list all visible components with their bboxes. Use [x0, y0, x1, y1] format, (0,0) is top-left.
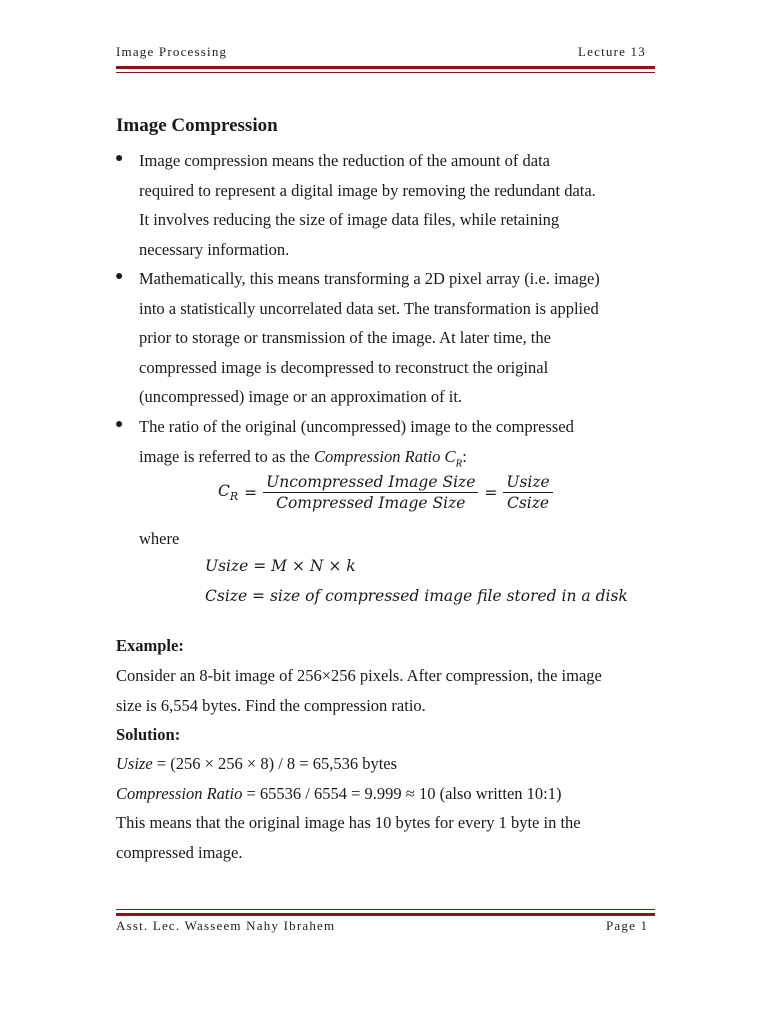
- text-line: prior to storage or transmission of the image. At later time, the: [139, 328, 551, 347]
- equals-sign: =: [244, 483, 258, 502]
- text-line: It involves reducing the size of image data files, while retaining: [139, 210, 560, 229]
- text-fragment: image is referred to as the: [139, 446, 315, 466]
- text-line: Image compression means the reduction of the amount of data: [139, 151, 550, 170]
- where-label: where: [139, 529, 180, 548]
- conclusion-text: [116, 808, 661, 867]
- usize-definition: Usize = M × N × k: [205, 557, 356, 575]
- text-line: (uncompressed) image or an approximation of it.: [139, 387, 463, 406]
- text-line: required to represent a digital image by removing the redundant data.: [139, 180, 596, 200]
- bullet-marker: ●: [115, 269, 124, 284]
- footer-page-number: Page 1: [606, 918, 649, 933]
- fraction-numerator: Uncompressed Image Size: [263, 473, 478, 493]
- compression-ratio-formula: [218, 473, 553, 512]
- text-line: compressed image.: [116, 842, 243, 862]
- bullet-1-text: [139, 146, 659, 264]
- fraction-sizes: [263, 473, 478, 512]
- fraction-short: [503, 473, 552, 512]
- fraction-denominator: Csize: [506, 494, 550, 512]
- ratio-value: = 65536 / 6554 = 9.999 ≈ 10 (also written 10:1): [242, 784, 562, 803]
- ratio-calculation: [116, 779, 562, 809]
- header-rule-thick: [116, 66, 655, 69]
- text-fragment: :: [462, 446, 467, 466]
- solution-heading: Solution:: [116, 725, 181, 744]
- text-line: necessary information.: [139, 239, 290, 259]
- compression-ratio-term: Compression Ratio C: [314, 446, 456, 466]
- usize-calculation: [116, 749, 397, 779]
- header-course-title: Image Processing: [116, 44, 228, 59]
- bullet-3-text: [139, 412, 659, 478]
- text-line: size is 6,554 bytes. Find the compression ratio.: [116, 695, 426, 715]
- header-rule-thin: [116, 72, 655, 73]
- usize-value: = (256 × 256 × 8) / 8 = 65,536 bytes: [152, 754, 398, 773]
- ratio-label: Compression Ratio: [116, 784, 243, 803]
- section-title: Image Compression: [116, 115, 278, 136]
- subscript: R: [455, 456, 463, 469]
- text-line: The ratio of the original (uncompressed) image to the compressed: [139, 417, 574, 436]
- example-heading: Example:: [116, 636, 184, 655]
- text-line: Mathematically, this means transforming a 2D pixel array (i.e. image): [139, 269, 600, 288]
- bullet-2-text: [139, 264, 659, 412]
- footer-rule-thick: [116, 913, 655, 916]
- usize-label: Usize: [116, 754, 153, 773]
- bullet-marker: ●: [115, 151, 124, 166]
- header-lecture-number: Lecture 13: [578, 44, 646, 59]
- footer-rule-thin: [116, 909, 655, 910]
- fraction-denominator: Compressed Image Size: [276, 494, 466, 512]
- csize-definition: Csize = size of compressed image file stored in a disk: [205, 587, 628, 605]
- text-line: Consider an 8-bit image of 256×256 pixels. After compression, the image: [116, 666, 602, 685]
- formula-lhs: $C_R$: [218, 481, 239, 504]
- text-line: compressed image is decompressed to reconstruct the original: [139, 357, 549, 377]
- equals-sign: =: [484, 483, 498, 502]
- footer-author: Asst. Lec. Wasseem Nahy Ibrahem: [116, 918, 336, 933]
- bullet-marker: ●: [115, 417, 124, 432]
- fraction-numerator: Usize: [503, 473, 552, 493]
- text-line: into a statistically uncorrelated data set. The transformation is applied: [139, 298, 599, 318]
- text-line: This means that the original image has 10 bytes for every 1 byte in the: [116, 813, 581, 832]
- example-text: [116, 661, 661, 720]
